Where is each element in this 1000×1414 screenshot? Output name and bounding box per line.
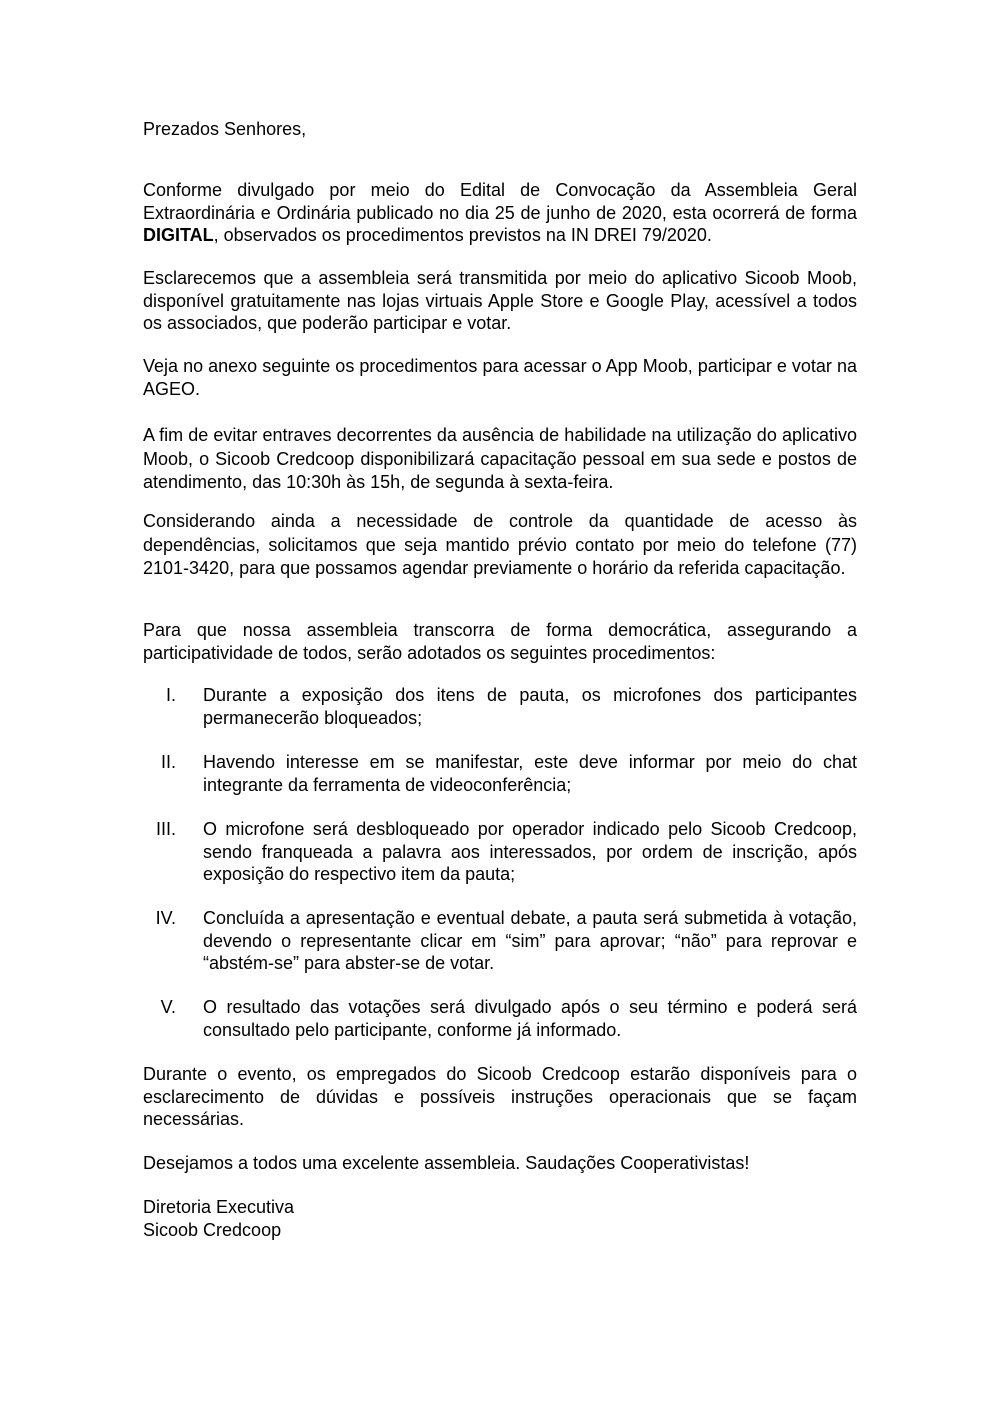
paragraph-support: Durante o evento, os empregados do Sicoob Credcoop estarão disponíveis para o esclarecimento de dúvidas e possíveis instruções operacionais que se façam necessárias. <box>143 1064 857 1129</box>
paragraph-procedures-intro: Para que nossa assembleia transcorra de forma democrática, assegurando a participatividade de todos, serão adotados os seguintes procedimentos: <box>143 620 857 663</box>
paragraph-contact: Considerando ainda a necessidade de controle da quantidade de acesso às dependências, solicitamos que seja mantido prévio contato por meio do telefone (77) 2101-3420, para que possamos agendar previamente o horário da referida capacitação. <box>143 511 857 578</box>
paragraph-annex-procedures: Veja no anexo seguinte os procedimentos para acessar o App Moob, participar e votar na AGEO. <box>143 356 857 399</box>
paragraph-digital-assembly-start: Conforme divulgado por meio do Edital de Convocação da Assembleia Geral Extraordinária e Ordinária publicado no dia 25 de junho de 2020, esta ocorrerá de forma <box>143 180 857 223</box>
digital-emphasis: DIGITAL <box>143 225 214 245</box>
procedure-number: I. <box>165 685 176 705</box>
signature-title: Diretoria Executiva <box>143 1197 295 1217</box>
paragraph-training: A fim de evitar entraves decorrentes da ausência de habilidade na utilização do aplicativo Moob, o Sicoob Credcoop disponibilizará capacitação pessoal em sua sede e postos de atendimento, das 10:30h às 15h, de segunda à sexta-feira. <box>143 425 857 492</box>
paragraph-app-transmission: Esclarecemos que a assembleia será transmitida por meio do aplicativo Sicoob Moob, disponível gratuitamente nas lojas virtuais Apple Store e Google Play, acessível a todos os associados, que poderão participar e votar. <box>143 268 857 333</box>
procedure-text: Durante a exposição dos itens de pauta, os microfones dos participantes permanecerão bloqueados; <box>203 685 857 728</box>
paragraph-digital-assembly <box>143 179 857 247</box>
procedure-text: O resultado das votações será divulgado após o seu término e poderá será consultado pelo participante, conforme já informado. <box>203 997 857 1040</box>
procedure-number: III. <box>155 819 176 839</box>
procedure-text: O microfone será desbloqueado por operador indicado pelo Sicoob Credcoop, sendo franqueada a palavra aos interessados, por ordem de inscrição, após exposição do respectivo item da pauta; <box>203 819 857 884</box>
signature-organization: Sicoob Credcoop <box>143 1220 282 1240</box>
paragraph-digital-assembly-end: , observados os procedimentos previstos na IN DREI 79/2020. <box>213 225 712 245</box>
procedure-number: II. <box>160 752 176 772</box>
procedure-number: IV. <box>155 908 176 928</box>
procedure-text: Havendo interesse em se manifestar, este deve informar por meio do chat integrante da ferramenta de videoconferência; <box>203 752 857 795</box>
greeting: Prezados Senhores, <box>143 119 307 139</box>
procedure-text: Concluída a apresentação e eventual debate, a pauta será submetida à votação, devendo o representante clicar em “sim” para aprovar; “não” para reprovar e “abstém-se” para abster-se de votar. <box>203 908 857 973</box>
paragraph-closing: Desejamos a todos uma excelente assembleia. Saudações Cooperativistas! <box>143 1153 750 1173</box>
procedure-number: V. <box>160 997 176 1017</box>
